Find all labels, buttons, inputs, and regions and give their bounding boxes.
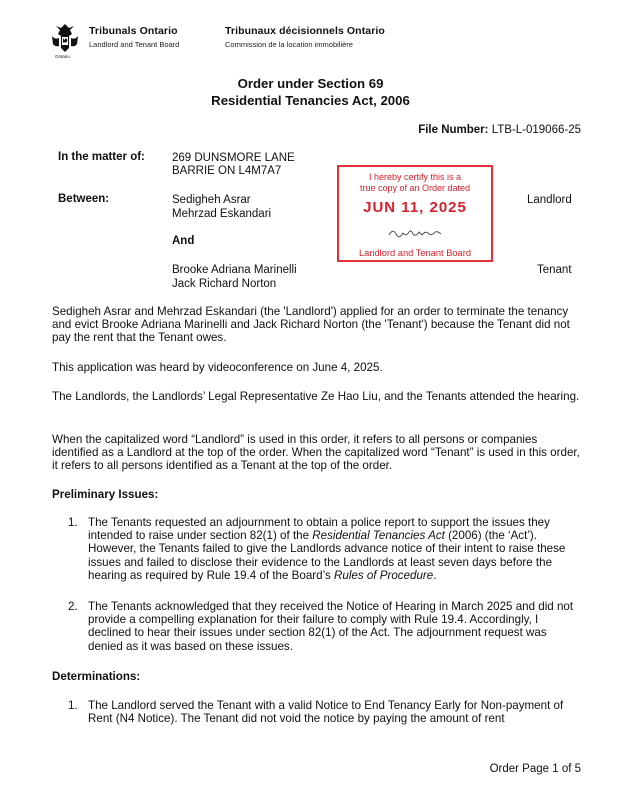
order-title: Order under Section 69: [237, 76, 384, 91]
tenant-name-1: Brooke Adriana Marinelli: [172, 264, 297, 276]
tenant-role: Tenant: [537, 264, 572, 276]
landlord-name-1: Sedigheh Asrar: [172, 194, 251, 206]
preliminary-item-2-number: 2.: [68, 600, 78, 613]
between-label: Between:: [58, 193, 110, 205]
stamp-certify-text: [339, 172, 491, 193]
stamp-board: Landlord and Tenant Board: [359, 248, 471, 258]
address-line1: 269 DUNSMORE LANE: [172, 152, 295, 164]
preliminary-item-1-number: 1.: [68, 516, 78, 529]
act-name: Residential Tenancies Act: [312, 529, 445, 543]
board-name-en: Landlord and Tenant Board: [89, 40, 180, 49]
stamp-line-2: true copy of an Order dated: [359, 182, 471, 193]
stamp-line-1: I hereby certify this is a: [368, 172, 462, 182]
preliminary-item-2: The Tenants acknowledged that they received the Notice of Hearing in March 2025 and did not provide a compelling explanation for their failure to comply with Rule 19.4. Accordingly, I declined to hear their issues under section 82(1) of the Act. The adjournment request was denied as it was based on these issues.: [88, 600, 574, 653]
preliminary-item-1: [88, 516, 584, 582]
preliminary-heading: Preliminary Issues:: [52, 488, 159, 501]
preliminary-item-1-text-c: (2006) (the ‘Act’). However, the Tenants failed to give the Landlords advance notice of their intent to raise these issues and failed to disclose their evidence to the Landlords at least seven days before the hearing as required by Rule 19.4 of the Board’s: [88, 529, 566, 582]
tenant-name-2: Jack Richard Norton: [172, 278, 277, 290]
determinations-heading: Determinations:: [52, 670, 141, 683]
preliminary-item-1-text-e: .: [433, 568, 437, 582]
logo-label: Ontario: [55, 54, 70, 59]
certified-copy-stamp: [337, 165, 493, 262]
intro-paragraph: Sedigheh Asrar and Mehrzad Eskandari (the 'Landlord') applied for an order to terminate the tenancy and evict Brooke Adriana Marinelli and Jack Richard Norton (the 'Tenant') because the Tenant did not pay the rent that the Tenant owes.: [52, 305, 570, 345]
board-name-fr: Commission de la location immobilière: [225, 40, 353, 49]
page-number: Order Page 1 of 5: [489, 763, 581, 775]
definitions-paragraph: When the capitalized word “Landlord” is used in this order, it refers to all persons or companies identified as a Landlord at the top of the order. When the capitalized word “Tenant” is used in this order, it refers to all persons identified as a Tenant at the top of the order.: [52, 433, 580, 473]
file-number-value: LTB-L-019066-25: [491, 124, 581, 136]
attendance-paragraph: The Landlords, the Landlords’ Legal Representative Ze Hao Liu, and the Tenants attended the hearing.: [52, 390, 580, 403]
address-line2: BARRIE ON L4M7A7: [172, 165, 282, 177]
signature-icon: [339, 226, 491, 245]
and-label: And: [172, 235, 195, 247]
org-name-fr: Tribunaux décisionnels Ontario: [225, 25, 385, 37]
preliminary-item-1-text-a: The Tenants requested an adjournment to obtain a police report to support the issues they intended to raise under section 82(1) of the: [88, 516, 550, 543]
rules-of-procedure: Rules of Procedure: [334, 568, 434, 582]
landlord-name-2: Mehrzad Eskandari: [172, 208, 272, 220]
order-act: Residential Tenancies Act, 2006: [211, 93, 410, 108]
determinations-item-1: The Landlord served the Tenant with a valid Notice to End Tenancy Early for Non-payment of Rent (N4 Notice). The Tenant did not void the notice by paying the amount of rent: [88, 699, 564, 726]
stamp-date: JUN 11, 2025: [363, 199, 467, 216]
org-name-en: Tribunals Ontario: [89, 25, 178, 37]
landlord-role: Landlord: [527, 194, 572, 206]
file-number-label: File Number:: [418, 124, 489, 136]
hearing-paragraph: This application was heard by videoconference on June 4, 2025.: [52, 361, 383, 374]
file-number: [418, 124, 581, 136]
determinations-item-1-number: 1.: [68, 699, 78, 712]
matter-label: In the matter of:: [58, 151, 145, 163]
